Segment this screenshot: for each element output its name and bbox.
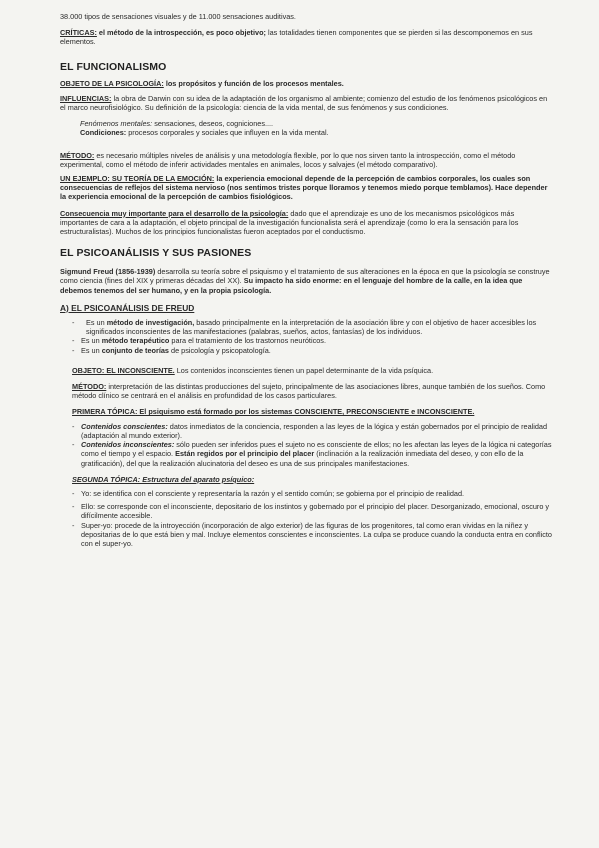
objeto-text: los propósitos y función de los procesos mentales. [163, 78, 344, 88]
paragraph-objeto-inconsciente [60, 366, 552, 375]
influencias-label: INFLUENCIAS: [60, 93, 112, 103]
aparato-list [60, 489, 552, 548]
inconscientes-label: Contenidos inconscientes: [81, 440, 175, 450]
fenomenos-text: sensaciones, deseos, cogniciones.... [152, 119, 274, 129]
condiciones-label: Condiciones: [80, 128, 127, 138]
condiciones-text: procesos corporales y sociales que influyen en la vida mental. [126, 128, 329, 138]
criticas-bold: el método de la introspección, es poco objetivo; [96, 28, 266, 38]
item-pre: Es un [81, 345, 102, 355]
item-post: basado principalmente en la interpretación de la asociación libre y con el objetivo de hacer accesibles los significados inconscientes de las manifestaciones (palabras, sueños, actos, fantasías) de los individuos. [86, 318, 537, 337]
freud-list [60, 318, 552, 355]
ejemplo-text: la experiencia emocional depende de la percepción de cambios corporales, los cuales son consecuencias de reflejos del sistema nervioso (nos sentimos tristes porque lloramos y tenemos miedo porque temblamos). Hace depender la experiencia emocional de la percepción de cambios fisiológicos. [60, 174, 548, 202]
metodo-freud-text: interpretación de las distintas producciones del sujeto, principalmente de las asociaciones libres, aunque también de los sueños. Como método clínico se centrará en el análisis en profundidad de los casos particulares. [72, 382, 546, 401]
paragraph-top: 38.000 tipos de sensaciones visuales y de 11.000 sensaciones auditivas. [60, 12, 296, 21]
document-page [60, 12, 552, 548]
freud-name: Sigmund Freud (1856-1939) [60, 267, 156, 277]
metodo-freud-label: MÉTODO: [72, 382, 107, 392]
dash-mark: - [72, 318, 75, 328]
inconscientes-rest: (inclinación a la realización inmediata del deseo, y con ello de la gratificación), del que la realización alucinatoria del deseo es una de sus principales manifestaciones. [81, 449, 524, 468]
list-item [72, 502, 552, 520]
consecuencia-label: Consecuencia muy importante para el desarrollo de la psicología: [60, 208, 289, 218]
heading-funcionalismo: EL FUNCIONALISMO [60, 60, 167, 73]
list-item [72, 318, 552, 336]
dash-mark: - [72, 421, 75, 431]
ejemplo-label: UN EJEMPLO: SU TEORÍA DE LA EMOCIÓN: [60, 174, 215, 184]
item-bold: conjunto de teorías [101, 345, 169, 355]
list-item [72, 489, 552, 498]
list-item [72, 346, 552, 355]
conscientes-text: datos inmediatos de la conciencia, responden a las leyes de la lógica y están gobernados por el principio de realidad (adaptación al mundo exterior). [81, 421, 548, 440]
objeto-label: OBJETO DE LA PSICOLOGÍA: [60, 78, 164, 88]
paragraph-fenomenos [60, 119, 552, 128]
item-pre: Es un [81, 336, 102, 346]
inconscientes-bold: Están regidos por el principio del placer [173, 449, 315, 459]
dash-mark: - [72, 520, 75, 530]
dash-mark: - [72, 440, 75, 450]
paragraph-metodo [60, 151, 552, 169]
item-bold: método de investigación, [106, 318, 195, 328]
paragraph-freud [60, 267, 552, 295]
list-item [72, 336, 552, 345]
metodo-label: MÉTODO: [60, 150, 95, 160]
paragraph-metodo-freud [60, 382, 552, 400]
paragraph-influencias [60, 94, 552, 112]
superyo-text: Super-yo: procede de la introyección (incorporación de algo exterior) de las figuras de los progenitores, tal como eran vividas en la niñez y depositarias de lo que está bien y mal. Incluye elementos conscientes e inconscientes. La culpa se produce cuando la conducta entra en conflicto con el super-yo. [81, 520, 552, 548]
heading-section-a: A) EL PSICOANÁLISIS DE FREUD [60, 302, 195, 313]
dash-mark: - [72, 336, 75, 346]
heading-psicoanalisis: EL PSICOANÁLISIS Y SUS PASIONES [60, 247, 252, 260]
paragraph-objeto [60, 79, 552, 88]
paragraph-segunda-topica: SEGUNDA TÓPICA: Estructura del aparato psíquico: [72, 474, 255, 484]
objeto-inconsciente-text: Los contenidos inconscientes tienen un papel determinante de la vida psíquica. [174, 365, 434, 375]
item-bold: método terapéutico [101, 336, 170, 346]
criticas-text: las totalidades tienen componentes que se pierden si las descomponemos en sus elementos. [60, 28, 533, 47]
fenomenos-label: Fenómenos mentales: [80, 119, 153, 129]
item-pre: Es un [86, 318, 107, 328]
influencias-text: la obra de Darwin con su idea de la adaptación de los organismo al ambiente; comienzo del estudio de los fenómenos psicológicos en el marco neurofisiológico. Su definición de la psicología: ciencia de la vida mental, de sus fenómenos y sus condiciones. [60, 93, 548, 113]
freud-impact: Su impacto ha sido enorme: en el lenguaje del hombre de la calle, en la idea que debemos tenemos del ser humano, y en la propia psicología. [60, 276, 523, 295]
yo-text: Yo: se identifica con el consciente y representaría la razón y el sentido común; se gobierna por el principio de realidad. [81, 488, 465, 498]
list-item [72, 422, 552, 440]
dash-mark: - [72, 502, 75, 512]
paragraph-criticas [60, 28, 552, 46]
freud-text: desarrolla su teoría sobre el psiquismo y el tratamiento de sus alteraciones en la época en que la psicología se construye como ciencia (fines del XIX y primeras décadas del XX). [60, 267, 550, 286]
item-post: para el tratamiento de los trastornos neuróticos. [169, 336, 326, 346]
objeto-inconsciente-label: OBJETO: EL INCONSCIENTE. [72, 365, 175, 375]
conscientes-label: Contenidos conscientes: [81, 421, 168, 431]
dash-mark: - [72, 345, 75, 355]
topica-list [60, 422, 552, 468]
metodo-text: es necesario múltiples niveles de análisis y una metodología flexible, por lo que nos sirven tanto la introspección, como el método experimental, como el método de inferir actividades mentales en animales, locos y salvajes (el método comparativo). [60, 150, 516, 169]
item-post: de psicología y psicopatología. [169, 345, 271, 355]
dash-mark: - [72, 488, 75, 498]
paragraph-primera-topica: PRIMERA TÓPICA: El psiquismo está formado por los sistemas CONSCIENTE, PRECONSCIENTE e INCONSCIENTE. [72, 407, 475, 417]
paragraph-condiciones [60, 128, 552, 137]
paragraph-consecuencia [60, 209, 552, 237]
consecuencia-text: dado que el aprendizaje es uno de los mecanismos psicológicos más importantes de cara a la adaptación, el objeto principal de la investigación funcionalista será el aprendizaje (como lo era la sensación para los estructuralistas). Muchos de los principios funcionalistas fueron aceptados por el conductismo. [60, 208, 519, 237]
list-item [72, 521, 552, 549]
criticas-label: CRÍTICAS: [60, 28, 97, 38]
list-item [72, 440, 552, 468]
paragraph-ejemplo [60, 174, 552, 202]
inconscientes-text: sólo pueden ser inferidos pues el sujeto no es consciente de ellos; no les afectan las leyes de la lógica ni categorías como el tiempo y el espacio. [81, 440, 552, 459]
ello-text: Ello: se corresponde con el inconsciente, depositario de los instintos y gobernado por el principio del placer. Desorganizado, emocional, oscuro y difícilmente accesible. [81, 502, 550, 521]
